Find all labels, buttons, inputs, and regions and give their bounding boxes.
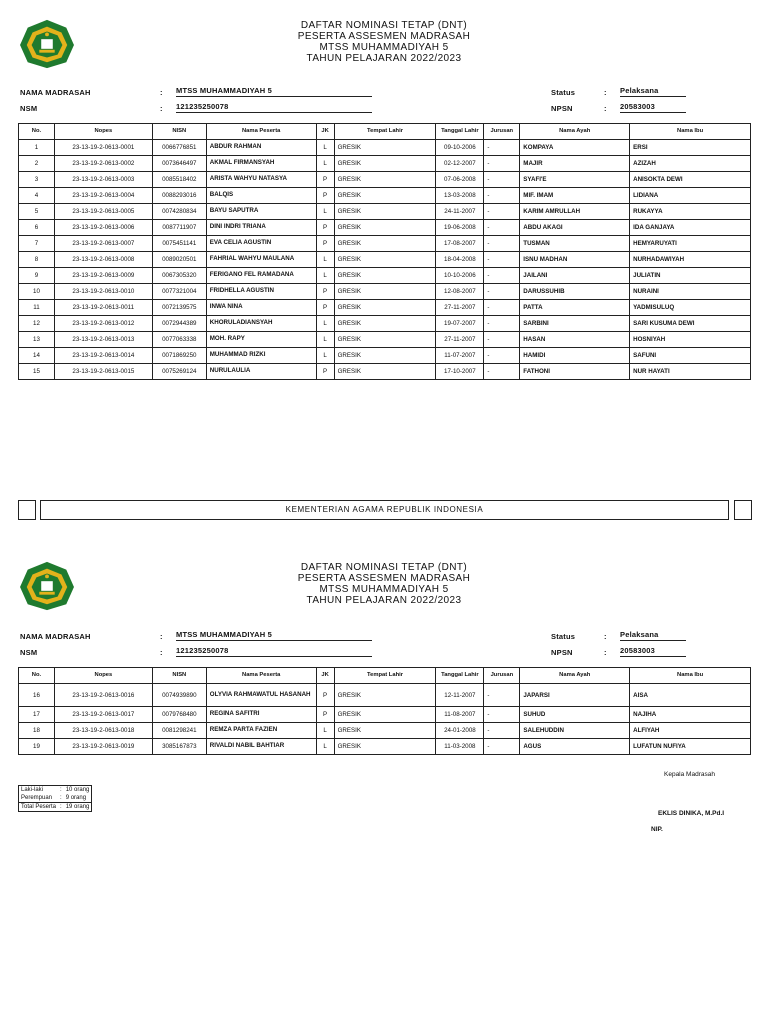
cell-nisn: 0067305320 <box>152 268 206 284</box>
nsm-value: 121235250078 <box>176 102 372 113</box>
cell-tempat-lahir: GRESIK <box>334 707 436 723</box>
cell-nisn: 0081298241 <box>152 723 206 739</box>
cell-jk: P <box>316 707 334 723</box>
col-header-nama-ibu: Nama Ibu <box>630 124 751 140</box>
cell-nama-ayah: JAILANI <box>520 268 630 284</box>
cell-nama-peserta: DINI INDRI TRIANA <box>206 220 316 236</box>
cell-tanggal-lahir: 24-11-2007 <box>436 204 484 220</box>
cell-nisn: 0072944389 <box>152 316 206 332</box>
table-body <box>19 684 751 755</box>
summary-value: 9 orang <box>65 795 87 801</box>
summary-colon: : <box>60 795 62 801</box>
cell-tanggal-lahir: 11-08-2007 <box>436 707 484 723</box>
table-row <box>19 236 751 252</box>
participants-table-2 <box>18 667 751 755</box>
cell-nopes: 23-13-19-2-0613-0009 <box>54 268 152 284</box>
nama-madrasah-label: NAMA MADRASAH <box>20 88 91 97</box>
cell-nama-peserta: EVA CELIA AGUSTIN <box>206 236 316 252</box>
npsn-label: NPSN <box>551 104 573 113</box>
cell-nama-ayah: ABDU AKAGI <box>520 220 630 236</box>
cell-tempat-lahir: GRESIK <box>334 252 436 268</box>
colon: : <box>604 88 607 97</box>
cell-tanggal-lahir: 17-08-2007 <box>436 236 484 252</box>
cell-jk: L <box>316 332 334 348</box>
table-row <box>19 268 751 284</box>
cell-nisn: 0089020501 <box>152 252 206 268</box>
cell-nama-ibu: ERSI <box>630 140 751 156</box>
cell-nopes: 23-13-19-2-0613-0014 <box>54 348 152 364</box>
cell-nama-ayah: ISNU MADHAN <box>520 252 630 268</box>
title-line: DAFTAR NOMINASI TETAP (DNT) <box>300 562 468 573</box>
cell-nopes: 23-13-19-2-0613-0007 <box>54 236 152 252</box>
cell-tanggal-lahir: 12-11-2007 <box>436 684 484 707</box>
cell-tanggal-lahir: 19-07-2007 <box>436 316 484 332</box>
separator-box-left <box>18 500 36 520</box>
col-header-tempat-lahir: Tempat Lahir <box>334 668 436 684</box>
cell-nama-ayah: PATTA <box>520 300 630 316</box>
cell-nama-peserta: INWA NINA <box>206 300 316 316</box>
summary-value: 19 orang <box>65 804 90 810</box>
title-line: PESERTA ASSESMEN MADRASAH <box>297 31 471 42</box>
cell-tempat-lahir: GRESIK <box>334 220 436 236</box>
cell-jurusan: - <box>484 332 520 348</box>
cell-tanggal-lahir: 24-01-2008 <box>436 723 484 739</box>
cell-tempat-lahir: GRESIK <box>334 172 436 188</box>
cell-jurusan: - <box>484 707 520 723</box>
cell-nama-ibu: NURHADAWIYAH <box>630 252 751 268</box>
cell-no: 5 <box>19 204 55 220</box>
cell-jk: L <box>316 204 334 220</box>
cell-nama-peserta: BAYU SAPUTRA <box>206 204 316 220</box>
cell-nama-peserta: FAHRIAL WAHYU MAULANA <box>206 252 316 268</box>
table-row <box>19 300 751 316</box>
cell-jk: L <box>316 739 334 755</box>
cell-jk: L <box>316 268 334 284</box>
title-line: MTSS MUHAMMADIYAH 5 <box>319 42 449 53</box>
table-row <box>19 252 751 268</box>
cell-no: 12 <box>19 316 55 332</box>
cell-nisn: 0066776851 <box>152 140 206 156</box>
cell-nama-peserta: RIVALDI NABIL BAHTIAR <box>206 739 316 755</box>
cell-nama-ayah: SYAFI'E <box>520 172 630 188</box>
cell-tanggal-lahir: 12-08-2007 <box>436 284 484 300</box>
cell-tanggal-lahir: 18-04-2008 <box>436 252 484 268</box>
col-header-nama-peserta: Nama Peserta <box>206 668 316 684</box>
summary-label: Perempuan <box>21 795 53 801</box>
cell-jk: L <box>316 140 334 156</box>
cell-no: 13 <box>19 332 55 348</box>
cell-no: 3 <box>19 172 55 188</box>
cell-jk: L <box>316 252 334 268</box>
title-line: TAHUN PELAJARAN 2022/2023 <box>306 595 462 606</box>
table-row <box>19 284 751 300</box>
cell-no: 15 <box>19 364 55 380</box>
cell-no: 8 <box>19 252 55 268</box>
summary-row <box>19 786 92 795</box>
col-header-nopes: Nopes <box>54 124 152 140</box>
cell-nama-ayah: FATHONI <box>520 364 630 380</box>
cell-no: 17 <box>19 707 55 723</box>
cell-nama-peserta: ARISTA WAHYU NATASYA <box>206 172 316 188</box>
col-header-nisn: NISN <box>152 668 206 684</box>
cell-nama-ibu: SARI KUSUMA DEWI <box>630 316 751 332</box>
col-header-tanggal-lahir: Tanggal Lahir <box>436 668 484 684</box>
cell-nisn: 0087711907 <box>152 220 206 236</box>
cell-jk: P <box>316 236 334 252</box>
cell-no: 16 <box>19 684 55 707</box>
cell-jurusan: - <box>484 348 520 364</box>
cell-jurusan: - <box>484 316 520 332</box>
cell-nama-peserta: OLYVIA RAHMAWATUL HASANAH <box>206 684 316 707</box>
cell-nama-ibu: HEMYARUYATI <box>630 236 751 252</box>
table-row <box>19 684 751 707</box>
nsm-label: NSM <box>20 104 38 113</box>
cell-nama-ibu: YADMISULUQ <box>630 300 751 316</box>
colon: : <box>160 88 163 97</box>
cell-nama-ayah: MIF. IMAM <box>520 188 630 204</box>
cell-nopes: 23-13-19-2-0613-0018 <box>54 723 152 739</box>
cell-no: 6 <box>19 220 55 236</box>
cell-jk: P <box>316 284 334 300</box>
table-row <box>19 364 751 380</box>
cell-nisn: 0074939890 <box>152 684 206 707</box>
status-label: Status <box>551 632 576 641</box>
cell-jk: L <box>316 348 334 364</box>
cell-jk: L <box>316 156 334 172</box>
col-header-nama-ayah: Nama Ayah <box>520 124 630 140</box>
cell-nama-ibu: AISA <box>630 684 751 707</box>
nsm-value: 121235250078 <box>176 646 372 657</box>
table-row <box>19 707 751 723</box>
col-header-jk: JK <box>316 124 334 140</box>
table-row <box>19 332 751 348</box>
summary-row <box>19 794 92 803</box>
cell-jurusan: - <box>484 236 520 252</box>
cell-no: 10 <box>19 284 55 300</box>
table-row <box>19 220 751 236</box>
table-row <box>19 140 751 156</box>
cell-nisn: 0074280834 <box>152 204 206 220</box>
cell-nopes: 23-13-19-2-0613-0005 <box>54 204 152 220</box>
title-line: TAHUN PELAJARAN 2022/2023 <box>306 53 462 64</box>
cell-nopes: 23-13-19-2-0613-0015 <box>54 364 152 380</box>
cell-tempat-lahir: GRESIK <box>334 364 436 380</box>
cell-tempat-lahir: GRESIK <box>334 684 436 707</box>
cell-jk: P <box>316 188 334 204</box>
cell-nisn: 0075451141 <box>152 236 206 252</box>
title-line: PESERTA ASSESMEN MADRASAH <box>297 573 471 584</box>
cell-nopes: 23-13-19-2-0613-0002 <box>54 156 152 172</box>
summary-label: Laki-laki <box>21 787 44 793</box>
cell-nama-ibu: NURAINI <box>630 284 751 300</box>
cell-jurusan: - <box>484 156 520 172</box>
cell-jurusan: - <box>484 204 520 220</box>
cell-tanggal-lahir: 11-03-2008 <box>436 739 484 755</box>
cell-nama-ibu: ALFIYAH <box>630 723 751 739</box>
cell-jurusan: - <box>484 268 520 284</box>
cell-jurusan: - <box>484 739 520 755</box>
cell-nopes: 23-13-19-2-0613-0019 <box>54 739 152 755</box>
cell-jurusan: - <box>484 188 520 204</box>
table-header-row <box>19 668 751 684</box>
cell-tempat-lahir: GRESIK <box>334 268 436 284</box>
cell-tempat-lahir: GRESIK <box>334 284 436 300</box>
cell-nama-ibu: LUFATUN NUFIYA <box>630 739 751 755</box>
col-header-jk: JK <box>316 668 334 684</box>
cell-tanggal-lahir: 07-06-2008 <box>436 172 484 188</box>
section2-title <box>0 562 768 606</box>
cell-no: 7 <box>19 236 55 252</box>
section2-meta <box>0 630 768 660</box>
cell-nama-ayah: SARBINI <box>520 316 630 332</box>
cell-tanggal-lahir: 11-07-2007 <box>436 348 484 364</box>
cell-nama-ayah: JAPARSI <box>520 684 630 707</box>
cell-jurusan: - <box>484 252 520 268</box>
cell-nisn: 3085167873 <box>152 739 206 755</box>
cell-jurusan: - <box>484 140 520 156</box>
cell-tanggal-lahir: 27-11-2007 <box>436 300 484 316</box>
cell-tanggal-lahir: 17-10-2007 <box>436 364 484 380</box>
colon: : <box>604 648 607 657</box>
table-row <box>19 204 751 220</box>
cell-tanggal-lahir: 10-10-2006 <box>436 268 484 284</box>
separator-box-right <box>734 500 752 520</box>
colon: : <box>604 104 607 113</box>
section1-meta <box>0 86 768 116</box>
summary-colon: : <box>60 787 62 793</box>
cell-nisn: 0075269124 <box>152 364 206 380</box>
cell-nama-ayah: KOMPAYA <box>520 140 630 156</box>
cell-jurusan: - <box>484 723 520 739</box>
cell-tempat-lahir: GRESIK <box>334 156 436 172</box>
signature-nip: NIP. <box>651 826 663 833</box>
table-row <box>19 723 751 739</box>
cell-tanggal-lahir: 27-11-2007 <box>436 332 484 348</box>
cell-jurusan: - <box>484 284 520 300</box>
summary-colon: : <box>60 804 62 810</box>
cell-tempat-lahir: GRESIK <box>334 300 436 316</box>
cell-nisn: 0079768480 <box>152 707 206 723</box>
cell-nama-ibu: LIDIANA <box>630 188 751 204</box>
cell-tempat-lahir: GRESIK <box>334 739 436 755</box>
col-header-nama-ibu: Nama Ibu <box>630 668 751 684</box>
cell-tempat-lahir: GRESIK <box>334 188 436 204</box>
col-header-tempat-lahir: Tempat Lahir <box>334 124 436 140</box>
cell-jk: L <box>316 316 334 332</box>
cell-nisn: 0072139575 <box>152 300 206 316</box>
table-row <box>19 316 751 332</box>
col-header-nopes: Nopes <box>54 668 152 684</box>
col-header-nama-ayah: Nama Ayah <box>520 668 630 684</box>
nama-madrasah-value: MTSS MUHAMMADIYAH 5 <box>176 86 372 97</box>
cell-nama-ibu: IDA GANJAYA <box>630 220 751 236</box>
cell-nisn: 0073646497 <box>152 156 206 172</box>
cell-nama-peserta: MUHAMMAD RIZKI <box>206 348 316 364</box>
cell-nisn: 0071869250 <box>152 348 206 364</box>
cell-nopes: 23-13-19-2-0613-0008 <box>54 252 152 268</box>
cell-no: 11 <box>19 300 55 316</box>
cell-tempat-lahir: GRESIK <box>334 332 436 348</box>
cell-jk: P <box>316 364 334 380</box>
col-header-jurusan: Jurusan <box>484 668 520 684</box>
cell-nopes: 23-13-19-2-0613-0012 <box>54 316 152 332</box>
cell-nama-ibu: HOSNIYAH <box>630 332 751 348</box>
status-value: Pelaksana <box>620 86 686 97</box>
cell-nama-peserta: NURULAULIA <box>206 364 316 380</box>
cell-nama-ayah: HASAN <box>520 332 630 348</box>
cell-jk: P <box>316 300 334 316</box>
cell-no: 19 <box>19 739 55 755</box>
table-row <box>19 739 751 755</box>
cell-no: 9 <box>19 268 55 284</box>
cell-nama-peserta: BALQIS <box>206 188 316 204</box>
table-row <box>19 348 751 364</box>
colon: : <box>160 632 163 641</box>
cell-nama-ayah: SALEHUDDIN <box>520 723 630 739</box>
cell-nama-ayah: MAJIR <box>520 156 630 172</box>
cell-jk: P <box>316 684 334 707</box>
nama-madrasah-value: MTSS MUHAMMADIYAH 5 <box>176 630 372 641</box>
cell-nama-ibu: AZIZAH <box>630 156 751 172</box>
cell-nopes: 23-13-19-2-0613-0017 <box>54 707 152 723</box>
table-row <box>19 172 751 188</box>
cell-nama-ayah: KARIM AMRULLAH <box>520 204 630 220</box>
cell-nama-peserta: FRIDHELLA AGUSTIN <box>206 284 316 300</box>
cell-tanggal-lahir: 09-10-2006 <box>436 140 484 156</box>
table-header-row <box>19 124 751 140</box>
cell-nama-peserta: KHORULADIANSYAH <box>206 316 316 332</box>
cell-jurusan: - <box>484 300 520 316</box>
summary-row <box>19 803 92 812</box>
cell-jk: P <box>316 172 334 188</box>
cell-nama-ayah: DARUSSUHIB <box>520 284 630 300</box>
cell-nama-ibu: NUR HAYATI <box>630 364 751 380</box>
table-body <box>19 140 751 380</box>
cell-nama-peserta: REGINA SAFITRI <box>206 707 316 723</box>
cell-nama-ibu: SAFUNI <box>630 348 751 364</box>
col-header-nama-peserta: Nama Peserta <box>206 124 316 140</box>
cell-nama-ayah: SUHUD <box>520 707 630 723</box>
summary-label: Total Peserta <box>21 804 57 810</box>
table-row <box>19 156 751 172</box>
cell-tempat-lahir: GRESIK <box>334 723 436 739</box>
cell-nisn: 0077063338 <box>152 332 206 348</box>
signature-role: Kepala Madrasah <box>664 771 715 778</box>
cell-no: 2 <box>19 156 55 172</box>
cell-tempat-lahir: GRESIK <box>334 348 436 364</box>
ministry-banner: KEMENTERIAN AGAMA REPUBLIK INDONESIA <box>40 500 729 520</box>
signature-name: EKLIS DINIKA, M.Pd.I <box>658 810 725 817</box>
cell-tempat-lahir: GRESIK <box>334 316 436 332</box>
gender-summary <box>18 785 92 812</box>
title-line: DAFTAR NOMINASI TETAP (DNT) <box>300 20 468 31</box>
cell-jk: L <box>316 723 334 739</box>
cell-nama-peserta: AKMAL FIRMANSYAH <box>206 156 316 172</box>
cell-nisn: 0085518402 <box>152 172 206 188</box>
cell-tempat-lahir: GRESIK <box>334 236 436 252</box>
cell-nopes: 23-13-19-2-0613-0016 <box>54 684 152 707</box>
cell-tempat-lahir: GRESIK <box>334 204 436 220</box>
cell-nama-ibu: NAJIHA <box>630 707 751 723</box>
col-header-tanggal-lahir: Tanggal Lahir <box>436 124 484 140</box>
cell-nama-peserta: FERIGANO FEL RAMADANA <box>206 268 316 284</box>
col-header-no: No. <box>19 124 55 140</box>
cell-nopes: 23-13-19-2-0613-0006 <box>54 220 152 236</box>
status-value: Pelaksana <box>620 630 686 641</box>
cell-nopes: 23-13-19-2-0613-0001 <box>54 140 152 156</box>
cell-jurusan: - <box>484 364 520 380</box>
cell-nopes: 23-13-19-2-0613-0010 <box>54 284 152 300</box>
cell-nopes: 23-13-19-2-0613-0013 <box>54 332 152 348</box>
cell-nama-ibu: ANISOKTA DEWI <box>630 172 751 188</box>
cell-nama-ibu: JULIATIN <box>630 268 751 284</box>
cell-tanggal-lahir: 02-12-2007 <box>436 156 484 172</box>
cell-nama-ayah: TUSMAN <box>520 236 630 252</box>
cell-nama-peserta: MOH. RAPY <box>206 332 316 348</box>
cell-nopes: 23-13-19-2-0613-0003 <box>54 172 152 188</box>
cell-tempat-lahir: GRESIK <box>334 140 436 156</box>
summary-value: 10 orang <box>65 787 90 793</box>
cell-jurusan: - <box>484 220 520 236</box>
npsn-label: NPSN <box>551 648 573 657</box>
colon: : <box>160 104 163 113</box>
colon: : <box>160 648 163 657</box>
cell-tanggal-lahir: 19-06-2008 <box>436 220 484 236</box>
cell-nopes: 23-13-19-2-0613-0004 <box>54 188 152 204</box>
cell-nama-ayah: AGUS <box>520 739 630 755</box>
nsm-label: NSM <box>20 648 38 657</box>
participants-table-1 <box>18 123 751 380</box>
cell-nisn: 0077321004 <box>152 284 206 300</box>
col-header-no: No. <box>19 668 55 684</box>
title-line: MTSS MUHAMMADIYAH 5 <box>319 584 449 595</box>
npsn-value: 20583003 <box>620 102 686 113</box>
col-header-nisn: NISN <box>152 124 206 140</box>
cell-jk: P <box>316 220 334 236</box>
cell-nama-peserta: ABDUR RAHMAN <box>206 140 316 156</box>
npsn-value: 20583003 <box>620 646 686 657</box>
cell-jurusan: - <box>484 172 520 188</box>
table-row <box>19 188 751 204</box>
colon: : <box>604 632 607 641</box>
cell-tanggal-lahir: 13-03-2008 <box>436 188 484 204</box>
cell-nopes: 23-13-19-2-0613-0011 <box>54 300 152 316</box>
cell-no: 14 <box>19 348 55 364</box>
cell-nama-ayah: HAMIDI <box>520 348 630 364</box>
cell-nisn: 0088293016 <box>152 188 206 204</box>
cell-nama-ibu: RUKAYYA <box>630 204 751 220</box>
nama-madrasah-label: NAMA MADRASAH <box>20 632 91 641</box>
section1-title <box>0 20 768 64</box>
col-header-jurusan: Jurusan <box>484 124 520 140</box>
cell-no: 18 <box>19 723 55 739</box>
cell-jurusan: - <box>484 684 520 707</box>
cell-nama-peserta: REMZA PARTA FAZIEN <box>206 723 316 739</box>
status-label: Status <box>551 88 576 97</box>
cell-no: 4 <box>19 188 55 204</box>
cell-no: 1 <box>19 140 55 156</box>
